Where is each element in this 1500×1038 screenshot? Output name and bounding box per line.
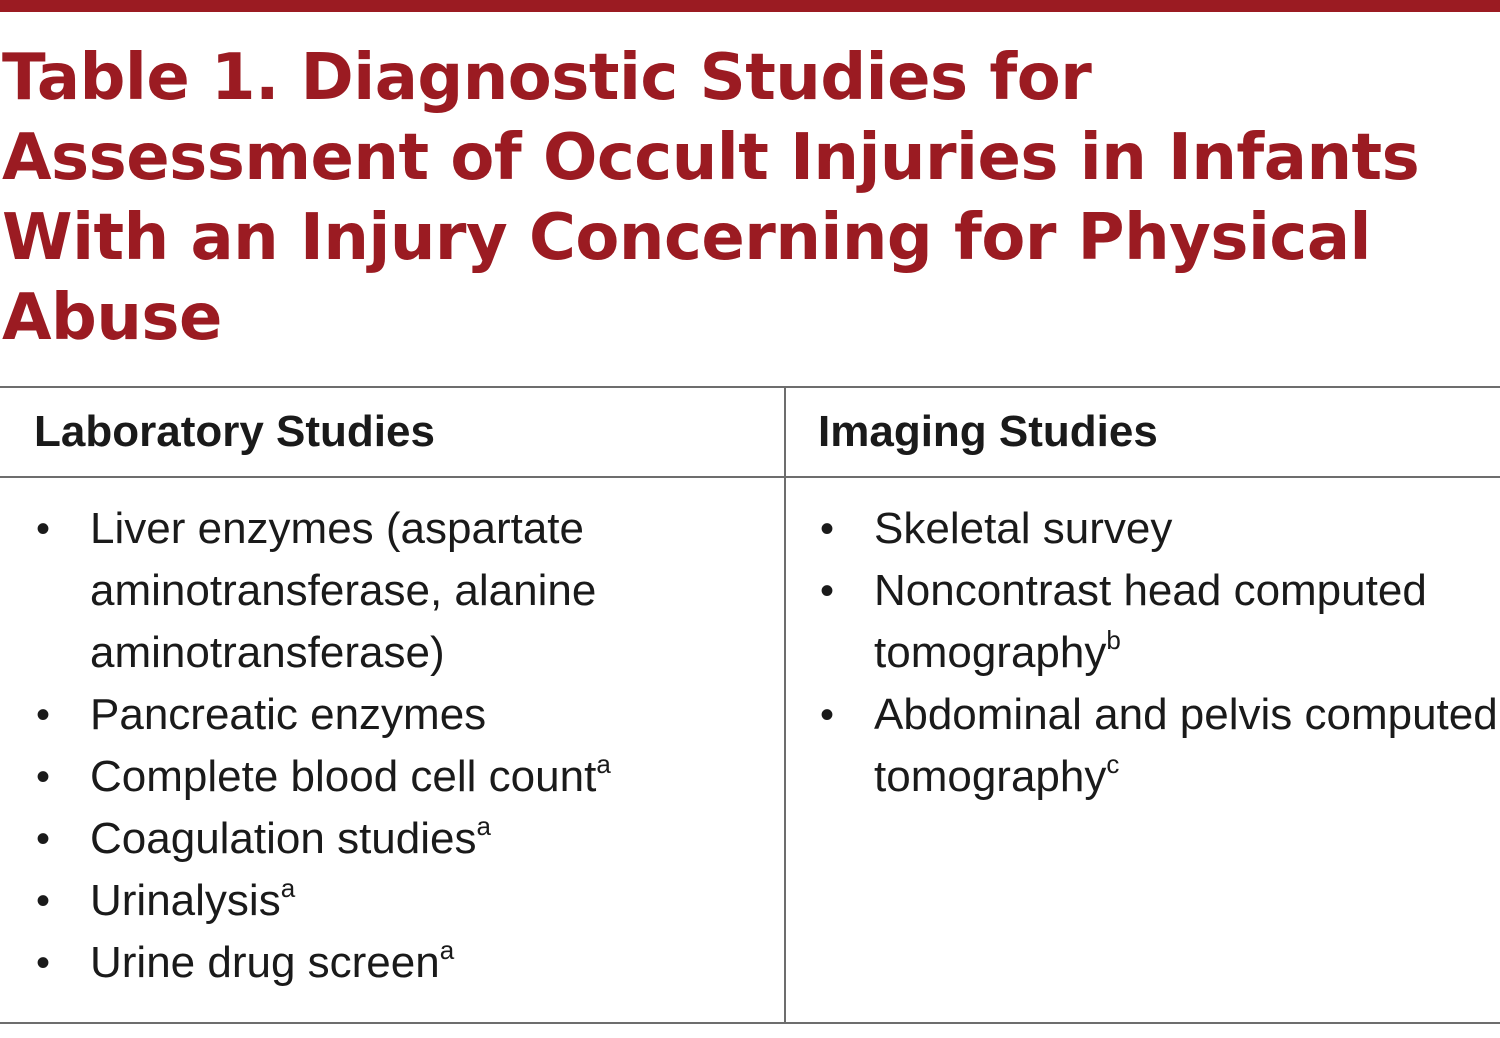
list-item-text: Urine drug screen$^a$ — [90, 935, 455, 987]
footnote-marker: b — [1106, 625, 1121, 655]
list-item — [0, 684, 784, 746]
list-item-text: Coagulation studies$^a$ — [90, 811, 491, 863]
imaging-studies-cell — [785, 477, 1500, 1023]
top-accent-rule — [0, 0, 1500, 12]
table-title: Table 1. Diagnostic Studies for Assessment of Occult Injuries in Infants With an Injury Concerning for Physical Abuse — [2, 41, 1420, 355]
list-item-text: Liver enzymes (aspartate aminotransferase, alanine aminotransferase) — [90, 504, 597, 677]
footnote-marker: a — [476, 811, 491, 841]
list-item-text: Abdominal and pelvis computed tomography$^c$ — [874, 690, 1498, 801]
diagnostic-studies-table — [0, 386, 1500, 1024]
bullet-icon: • — [820, 569, 835, 613]
laboratory-studies-cell — [0, 477, 785, 1023]
column-header-laboratory: Laboratory Studies — [0, 387, 785, 477]
list-item — [0, 746, 784, 808]
footnote-marker: c — [1106, 749, 1120, 779]
table-header-row — [0, 387, 1500, 477]
list-item — [0, 498, 784, 684]
bullet-icon: • — [36, 879, 51, 923]
list-item — [0, 870, 784, 932]
list-item — [786, 560, 1500, 684]
list-item-text: Complete blood cell count$^a$ — [90, 749, 611, 801]
list-item — [786, 498, 1500, 560]
bullet-icon: • — [820, 693, 835, 737]
laboratory-studies-list — [0, 498, 784, 994]
imaging-studies-list — [786, 498, 1500, 808]
list-item-text: Pancreatic enzymes — [90, 690, 487, 739]
list-item — [0, 808, 784, 870]
list-item — [786, 684, 1500, 808]
bullet-icon: • — [36, 693, 51, 737]
list-item-text: Noncontrast head computed tomography$^b$ — [874, 566, 1427, 677]
list-item — [0, 932, 784, 994]
list-item-text: Urinalysis$^a$ — [90, 873, 296, 925]
column-header-imaging: Imaging Studies — [785, 387, 1500, 477]
bullet-icon: • — [36, 755, 51, 799]
bullet-icon: • — [820, 507, 835, 551]
footnote-marker: a — [280, 873, 296, 903]
bullet-icon: • — [36, 507, 51, 551]
bullet-icon: • — [36, 941, 51, 985]
table-body-row — [0, 477, 1500, 1023]
footnote-marker: a — [596, 749, 611, 779]
footnote-marker: a — [439, 935, 455, 965]
list-item-text: Skeletal survey — [874, 504, 1173, 553]
bullet-icon: • — [36, 817, 51, 861]
